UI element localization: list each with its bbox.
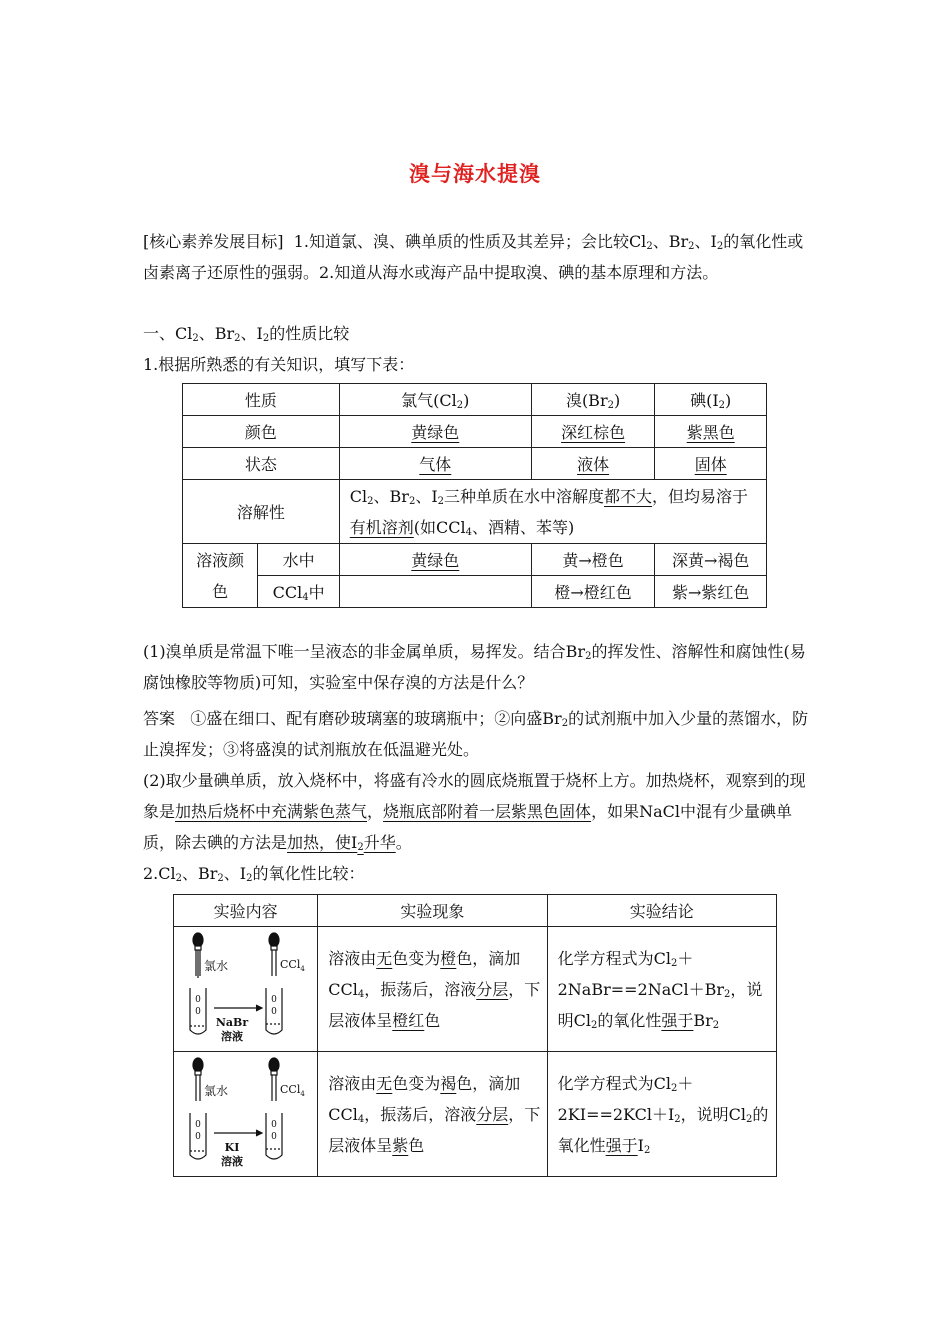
svg-text:0: 0	[194, 1132, 201, 1142]
answer-1: 答案 ①盛在细口、配有磨砂玻璃塞的玻璃瓶中；②向盛$Br_2$的试剂瓶中加入少量的蒸馏水，防止溴挥发；③将盛溴的试剂瓶放在低温避光处。	[143, 709, 809, 759]
svg-text:0: 0	[194, 1120, 201, 1130]
table-row: 溶解性 $Cl_2$、$Br_2$、$I_2$三种单质在水中溶解度都不大，但均易溶于 有机溶剂(如CCl$_4$、酒精、苯等)	[183, 480, 767, 544]
table-row: 0 0 0 0 氯水 CCl$_4$ KI 溶液 溶液由无色变为褐色，滴加CCl$_4$，振荡后，溶液分层，下层液体呈紫色 化学方程式为$Cl_2+2KI==2KCl+I_2$，说明$Cl_2$的氧化性强于$I_2$	[174, 1052, 777, 1177]
apparatus-figure	[174, 927, 318, 1052]
label-chlorine-water: 氯水	[203, 959, 228, 973]
table-row: CCl$_4$中 橙→橙红色 紫→紫红色	[183, 576, 767, 608]
section-heading-2: $2.Cl_2$、$Br_2$、$I_2$的氧化性比较：	[143, 864, 365, 884]
svg-text:CCl4: CCl$_4$	[279, 958, 305, 973]
learning-goals: [核心素养发展目标] 1.知道氯、溴、碘单质的性质及其差异；会比较$Cl_2$、$Br_2$、$I_2$的氧化性或卤素离子还原性的强弱。2.知道从海水或海产品中提取溴、碘的基本原理和方法。	[143, 232, 804, 282]
table-row: 实验内容 实验现象 实验结论	[174, 895, 777, 927]
table-row: 性质 氯气$(Cl_2)$ 溴$(Br_2)$ 碘$(I_2)$	[183, 384, 767, 416]
test-tube-diagram	[186, 1055, 306, 1173]
properties-table	[182, 383, 767, 608]
label-ki: KI	[224, 1141, 239, 1154]
section-heading-1: 一、$Cl_2$、$Br_2$、$I_2$的性质比较	[143, 324, 350, 344]
question-1: (1)溴单质是常温下唯一呈液态的非金属单质，易挥发。结合$Br_2$的挥发性、溶解性和腐蚀性(易腐蚀橡胶等物质)可知，实验室中保存溴的方法是什么？	[143, 642, 806, 692]
table-row: 溶液颜色 水中 黄绿色 黄→橙色 深黄→褐色	[183, 544, 767, 576]
item-1: 1.根据所熟悉的有关知识，填写下表：	[143, 355, 415, 374]
svg-text:CCl4: CCl$_4$	[279, 1083, 305, 1098]
oxidation-table	[173, 894, 777, 1177]
svg-text:0: 0	[194, 995, 201, 1005]
svg-text:0: 0	[270, 995, 277, 1005]
table-row: 状态 气体 液体 固体	[183, 448, 767, 480]
table-row: 0 0 0 0 氯水 CCl$_4$ NaBr 溶液 溶液由无色变为橙色，滴加CCl$_4$，振荡后，溶液分层，下层液体呈橙红色 化学方程式为$Cl_2+2NaBr==2NaCl+Br_2$，说明$Cl_2$的氧化性强于$Br_2$	[174, 927, 777, 1052]
test-tube-diagram	[186, 930, 306, 1048]
label-nabr: NaBr	[215, 1016, 248, 1029]
page-title: 溴与海水提溴	[409, 161, 541, 186]
label-chlorine-water: 氯水	[203, 1084, 228, 1098]
label-ccl4: CCl	[279, 958, 300, 971]
svg-text:0: 0	[270, 1007, 277, 1017]
svg-text:0: 0	[270, 1120, 277, 1130]
label-solution: 溶液	[220, 1155, 243, 1168]
label-solution: 溶液	[220, 1030, 243, 1043]
table-row: 颜色 黄绿色 深红棕色 紫黑色	[183, 416, 767, 448]
apparatus-figure	[174, 1052, 318, 1177]
question-2: (2)取少量碘单质，放入烧杯中，将盛有冷水的圆底烧瓶置于烧杯上方。加热烧杯，观察到的现象是加热后烧杯中充满紫色蒸气，烧瓶底部附着一层紫黑色固体，如果NaCl中混有少量碘单质，除去碘的方法是加热，使$I_2$升华。	[143, 771, 806, 853]
label-ccl4: CCl	[279, 1083, 300, 1096]
svg-text:0: 0	[194, 1007, 201, 1017]
svg-text:0: 0	[270, 1132, 277, 1142]
